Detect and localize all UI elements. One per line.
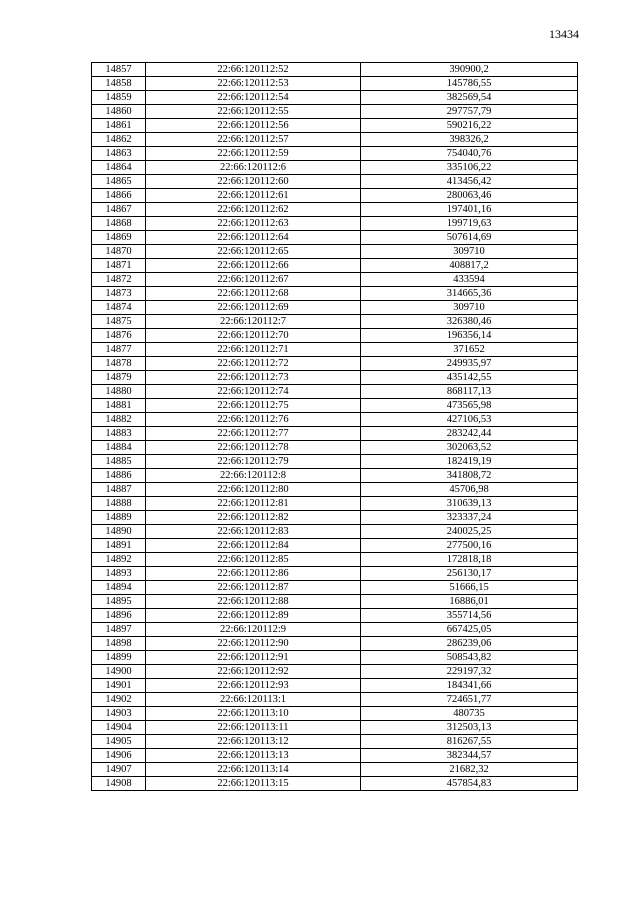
row-number-cell: 14865 xyxy=(92,175,146,189)
value-cell: 277500,16 xyxy=(361,539,578,553)
table-row xyxy=(92,301,578,315)
row-number-cell: 14864 xyxy=(92,161,146,175)
cadastral-number-cell: 22:66:120112:80 xyxy=(146,483,361,497)
row-number-cell: 14887 xyxy=(92,483,146,497)
value-cell: 371652 xyxy=(361,343,578,357)
cadastral-number-cell: 22:66:120112:79 xyxy=(146,455,361,469)
value-cell: 229197,32 xyxy=(361,665,578,679)
value-cell: 341808,72 xyxy=(361,469,578,483)
value-cell: 398326,2 xyxy=(361,133,578,147)
row-number-cell: 14874 xyxy=(92,301,146,315)
value-cell: 590216,22 xyxy=(361,119,578,133)
value-cell: 754040,76 xyxy=(361,147,578,161)
row-number-cell: 14907 xyxy=(92,763,146,777)
value-cell: 508543,82 xyxy=(361,651,578,665)
row-number-cell: 14858 xyxy=(92,77,146,91)
cadastral-number-cell: 22:66:120112:83 xyxy=(146,525,361,539)
table-row xyxy=(92,427,578,441)
cadastral-number-cell: 22:66:120112:67 xyxy=(146,273,361,287)
value-cell: 51666,15 xyxy=(361,581,578,595)
table-row xyxy=(92,637,578,651)
cadastral-number-cell: 22:66:120112:6 xyxy=(146,161,361,175)
row-number-cell: 14897 xyxy=(92,623,146,637)
cadastral-number-cell: 22:66:120112:84 xyxy=(146,539,361,553)
value-cell: 507614,69 xyxy=(361,231,578,245)
table-row xyxy=(92,721,578,735)
row-number-cell: 14894 xyxy=(92,581,146,595)
value-cell: 408817,2 xyxy=(361,259,578,273)
cadastral-number-cell: 22:66:120112:72 xyxy=(146,357,361,371)
value-cell: 256130,17 xyxy=(361,567,578,581)
table-row xyxy=(92,161,578,175)
value-cell: 309710 xyxy=(361,301,578,315)
value-cell: 312503,13 xyxy=(361,721,578,735)
row-number-cell: 14872 xyxy=(92,273,146,287)
table-row xyxy=(92,413,578,427)
row-number-cell: 14882 xyxy=(92,413,146,427)
cadastral-number-cell: 22:66:120112:54 xyxy=(146,91,361,105)
table-row xyxy=(92,525,578,539)
cadastral-number-cell: 22:66:120112:55 xyxy=(146,105,361,119)
value-cell: 199719,63 xyxy=(361,217,578,231)
cadastral-number-cell: 22:66:120112:91 xyxy=(146,651,361,665)
value-cell: 283242,44 xyxy=(361,427,578,441)
table-row xyxy=(92,133,578,147)
cadastral-number-cell: 22:66:120112:73 xyxy=(146,371,361,385)
value-cell: 197401,16 xyxy=(361,203,578,217)
row-number-cell: 14900 xyxy=(92,665,146,679)
cadastral-number-cell: 22:66:120112:81 xyxy=(146,497,361,511)
cadastral-number-cell: 22:66:120112:57 xyxy=(146,133,361,147)
table-row xyxy=(92,455,578,469)
table-row xyxy=(92,105,578,119)
row-number-cell: 14892 xyxy=(92,553,146,567)
value-cell: 286239,06 xyxy=(361,637,578,651)
row-number-cell: 14904 xyxy=(92,721,146,735)
cadastral-number-cell: 22:66:120112:69 xyxy=(146,301,361,315)
row-number-cell: 14870 xyxy=(92,245,146,259)
row-number-cell: 14908 xyxy=(92,777,146,791)
value-cell: 868117,13 xyxy=(361,385,578,399)
table-row xyxy=(92,623,578,637)
value-cell: 16886,01 xyxy=(361,595,578,609)
cadastral-number-cell: 22:66:120112:62 xyxy=(146,203,361,217)
table-row xyxy=(92,497,578,511)
value-cell: 302063,52 xyxy=(361,441,578,455)
value-cell: 413456,42 xyxy=(361,175,578,189)
table-row xyxy=(92,595,578,609)
table-row xyxy=(92,119,578,133)
table-row xyxy=(92,329,578,343)
table-row xyxy=(92,679,578,693)
cadastral-number-cell: 22:66:120112:90 xyxy=(146,637,361,651)
row-number-cell: 14884 xyxy=(92,441,146,455)
page-number: 13434 xyxy=(549,27,579,41)
cadastral-number-cell: 22:66:120112:61 xyxy=(146,189,361,203)
cadastral-number-cell: 22:66:120112:87 xyxy=(146,581,361,595)
cadastral-number-cell: 22:66:120112:59 xyxy=(146,147,361,161)
table-row xyxy=(92,357,578,371)
cadastral-number-cell: 22:66:120112:93 xyxy=(146,679,361,693)
row-number-cell: 14888 xyxy=(92,497,146,511)
table-row xyxy=(92,441,578,455)
row-number-cell: 14891 xyxy=(92,539,146,553)
row-number-cell: 14873 xyxy=(92,287,146,301)
row-number-cell: 14893 xyxy=(92,567,146,581)
row-number-cell: 14878 xyxy=(92,357,146,371)
cadastral-number-cell: 22:66:120112:63 xyxy=(146,217,361,231)
table-row xyxy=(92,231,578,245)
row-number-cell: 14875 xyxy=(92,315,146,329)
cadastral-number-cell: 22:66:120112:82 xyxy=(146,511,361,525)
value-cell: 297757,79 xyxy=(361,105,578,119)
cadastral-number-cell: 22:66:120112:77 xyxy=(146,427,361,441)
table-row xyxy=(92,77,578,91)
value-cell: 724651,77 xyxy=(361,693,578,707)
cadastral-number-cell: 22:66:120112:60 xyxy=(146,175,361,189)
cadastral-number-cell: 22:66:120112:52 xyxy=(146,63,361,77)
row-number-cell: 14895 xyxy=(92,595,146,609)
row-number-cell: 14871 xyxy=(92,259,146,273)
row-number-cell: 14866 xyxy=(92,189,146,203)
table-row xyxy=(92,539,578,553)
cadastral-number-cell: 22:66:120112:70 xyxy=(146,329,361,343)
cadastral-number-cell: 22:66:120112:9 xyxy=(146,623,361,637)
table-row xyxy=(92,665,578,679)
table-row xyxy=(92,399,578,413)
table-body xyxy=(92,63,578,791)
cadastral-number-cell: 22:66:120112:86 xyxy=(146,567,361,581)
row-number-cell: 14906 xyxy=(92,749,146,763)
table-row xyxy=(92,315,578,329)
table-row xyxy=(92,217,578,231)
value-cell: 326380,46 xyxy=(361,315,578,329)
row-number-cell: 14885 xyxy=(92,455,146,469)
value-cell: 390900,2 xyxy=(361,63,578,77)
row-number-cell: 14869 xyxy=(92,231,146,245)
table-row xyxy=(92,735,578,749)
table-row xyxy=(92,651,578,665)
table-row xyxy=(92,553,578,567)
value-cell: 45706,98 xyxy=(361,483,578,497)
row-number-cell: 14868 xyxy=(92,217,146,231)
value-cell: 816267,55 xyxy=(361,735,578,749)
row-number-cell: 14857 xyxy=(92,63,146,77)
table-row xyxy=(92,469,578,483)
value-cell: 249935,97 xyxy=(361,357,578,371)
cadastral-number-cell: 22:66:120112:76 xyxy=(146,413,361,427)
table-row xyxy=(92,763,578,777)
cadastral-number-cell: 22:66:120113:15 xyxy=(146,777,361,791)
table-row xyxy=(92,567,578,581)
table-row xyxy=(92,63,578,77)
cadastral-number-cell: 22:66:120112:74 xyxy=(146,385,361,399)
table-row xyxy=(92,175,578,189)
table-row xyxy=(92,91,578,105)
cadastral-number-cell: 22:66:120112:92 xyxy=(146,665,361,679)
value-cell: 335106,22 xyxy=(361,161,578,175)
value-cell: 473565,98 xyxy=(361,399,578,413)
value-cell: 457854,83 xyxy=(361,777,578,791)
cadastral-number-cell: 22:66:120112:89 xyxy=(146,609,361,623)
table-row xyxy=(92,609,578,623)
row-number-cell: 14880 xyxy=(92,385,146,399)
value-cell: 382569,54 xyxy=(361,91,578,105)
cadastral-number-cell: 22:66:120113:14 xyxy=(146,763,361,777)
cadastral-number-cell: 22:66:120112:8 xyxy=(146,469,361,483)
table-row xyxy=(92,147,578,161)
value-cell: 435142,55 xyxy=(361,371,578,385)
cadastral-number-cell: 22:66:120112:64 xyxy=(146,231,361,245)
table-row xyxy=(92,707,578,721)
table-row xyxy=(92,483,578,497)
row-number-cell: 14889 xyxy=(92,511,146,525)
row-number-cell: 14886 xyxy=(92,469,146,483)
value-cell: 196356,14 xyxy=(361,329,578,343)
row-number-cell: 14901 xyxy=(92,679,146,693)
cadastral-number-cell: 22:66:120112:7 xyxy=(146,315,361,329)
table-row xyxy=(92,749,578,763)
row-number-cell: 14877 xyxy=(92,343,146,357)
row-number-cell: 14902 xyxy=(92,693,146,707)
value-cell: 667425,05 xyxy=(361,623,578,637)
value-cell: 21682,32 xyxy=(361,763,578,777)
cadastral-number-cell: 22:66:120112:85 xyxy=(146,553,361,567)
table-row xyxy=(92,581,578,595)
row-number-cell: 14859 xyxy=(92,91,146,105)
row-number-cell: 14867 xyxy=(92,203,146,217)
row-number-cell: 14881 xyxy=(92,399,146,413)
row-number-cell: 14898 xyxy=(92,637,146,651)
cadastral-number-cell: 22:66:120112:68 xyxy=(146,287,361,301)
value-cell: 355714,56 xyxy=(361,609,578,623)
cadastral-number-cell: 22:66:120112:56 xyxy=(146,119,361,133)
row-number-cell: 14879 xyxy=(92,371,146,385)
row-number-cell: 14862 xyxy=(92,133,146,147)
value-cell: 314665,36 xyxy=(361,287,578,301)
row-number-cell: 14899 xyxy=(92,651,146,665)
row-number-cell: 14903 xyxy=(92,707,146,721)
table-row xyxy=(92,371,578,385)
cadastral-number-cell: 22:66:120112:88 xyxy=(146,595,361,609)
table-row xyxy=(92,693,578,707)
table-row xyxy=(92,777,578,791)
cadastral-number-cell: 22:66:120112:53 xyxy=(146,77,361,91)
value-cell: 433594 xyxy=(361,273,578,287)
cadastral-number-cell: 22:66:120112:71 xyxy=(146,343,361,357)
row-number-cell: 14863 xyxy=(92,147,146,161)
table-row xyxy=(92,343,578,357)
cadastral-number-cell: 22:66:120113:13 xyxy=(146,749,361,763)
value-cell: 182419,19 xyxy=(361,455,578,469)
row-number-cell: 14890 xyxy=(92,525,146,539)
row-number-cell: 14883 xyxy=(92,427,146,441)
table-row xyxy=(92,259,578,273)
table-row xyxy=(92,287,578,301)
table-row xyxy=(92,203,578,217)
table-row xyxy=(92,385,578,399)
value-cell: 240025,25 xyxy=(361,525,578,539)
value-cell: 280063,46 xyxy=(361,189,578,203)
cadastral-value-table xyxy=(91,62,578,791)
table-row xyxy=(92,189,578,203)
cadastral-number-cell: 22:66:120112:66 xyxy=(146,259,361,273)
cadastral-number-cell: 22:66:120113:1 xyxy=(146,693,361,707)
row-number-cell: 14896 xyxy=(92,609,146,623)
table-row xyxy=(92,245,578,259)
row-number-cell: 14860 xyxy=(92,105,146,119)
value-cell: 480735 xyxy=(361,707,578,721)
value-cell: 310639,13 xyxy=(361,497,578,511)
cadastral-number-cell: 22:66:120113:11 xyxy=(146,721,361,735)
row-number-cell: 14876 xyxy=(92,329,146,343)
table-row xyxy=(92,511,578,525)
cadastral-number-cell: 22:66:120112:78 xyxy=(146,441,361,455)
cadastral-number-cell: 22:66:120112:75 xyxy=(146,399,361,413)
cadastral-number-cell: 22:66:120112:65 xyxy=(146,245,361,259)
value-cell: 145786,55 xyxy=(361,77,578,91)
value-cell: 172818,18 xyxy=(361,553,578,567)
value-cell: 427106,53 xyxy=(361,413,578,427)
row-number-cell: 14861 xyxy=(92,119,146,133)
value-cell: 184341,66 xyxy=(361,679,578,693)
cadastral-number-cell: 22:66:120113:10 xyxy=(146,707,361,721)
table-row xyxy=(92,273,578,287)
row-number-cell: 14905 xyxy=(92,735,146,749)
value-cell: 323337,24 xyxy=(361,511,578,525)
value-cell: 382344,57 xyxy=(361,749,578,763)
value-cell: 309710 xyxy=(361,245,578,259)
cadastral-number-cell: 22:66:120113:12 xyxy=(146,735,361,749)
